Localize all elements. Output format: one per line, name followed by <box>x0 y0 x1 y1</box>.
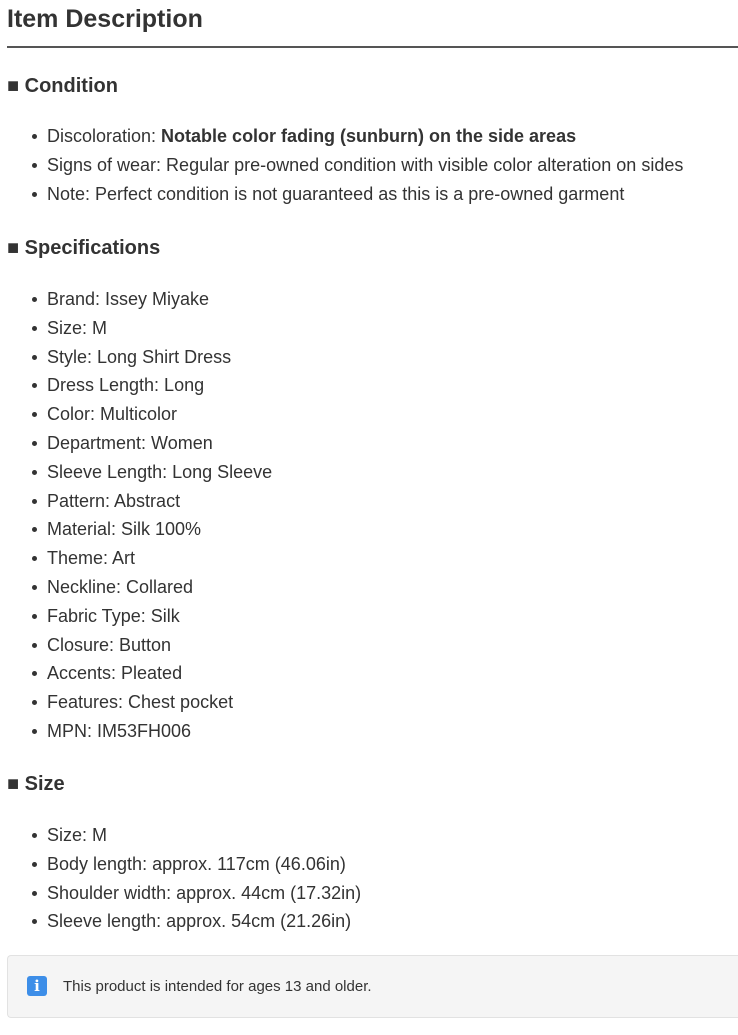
list-item: Style: Long Shirt Dress <box>47 343 272 372</box>
list-item: Size: M <box>47 314 272 343</box>
size-heading: ■ Size <box>7 773 65 795</box>
condition-heading: ■ Condition <box>7 75 118 97</box>
list-item: Theme: Art <box>47 544 272 573</box>
list-item: Brand: Issey Miyake <box>47 285 272 314</box>
list-item: MPN: IM53FH006 <box>47 717 272 746</box>
list-item: Dress Length: Long <box>47 371 272 400</box>
list-item: Material: Silk 100% <box>47 515 272 544</box>
condition-list <box>0 122 683 208</box>
condition-value: Notable color fading (sunburn) on the side areas <box>161 126 577 146</box>
list-item: Neckline: Collared <box>47 573 272 602</box>
condition-label: Discoloration: <box>47 126 162 146</box>
size-list <box>0 821 361 936</box>
list-item: Color: Multicolor <box>47 400 272 429</box>
list-item: Features: Chest pocket <box>47 688 272 717</box>
list-item: Sleeve Length: Long Sleeve <box>47 458 272 487</box>
list-item: Accents: Pleated <box>47 659 272 688</box>
list-item: Fabric Type: Silk <box>47 602 272 631</box>
title-divider <box>7 46 738 48</box>
notice-text: This product is intended for ages 13 and older. <box>63 978 372 995</box>
list-item: Signs of wear: Regular pre-owned condition with visible color alteration on sides <box>47 151 683 180</box>
info-icon: i <box>27 976 47 996</box>
list-item <box>47 122 683 151</box>
list-item: Body length: approx. 117cm (46.06in) <box>47 850 361 879</box>
age-notice <box>7 955 738 1018</box>
list-item: Size: M <box>47 821 361 850</box>
list-item: Department: Women <box>47 429 272 458</box>
list-item: Note: Perfect condition is not guaranteed as this is a pre-owned garment <box>47 180 683 209</box>
list-item: Sleeve length: approx. 54cm (21.26in) <box>47 907 361 936</box>
specifications-heading: ■ Specifications <box>7 237 161 259</box>
specifications-list <box>0 285 272 746</box>
list-item: Pattern: Abstract <box>47 487 272 516</box>
list-item: Closure: Button <box>47 631 272 660</box>
list-item: Shoulder width: approx. 44cm (17.32in) <box>47 879 361 908</box>
page-title: Item Description <box>7 5 203 33</box>
